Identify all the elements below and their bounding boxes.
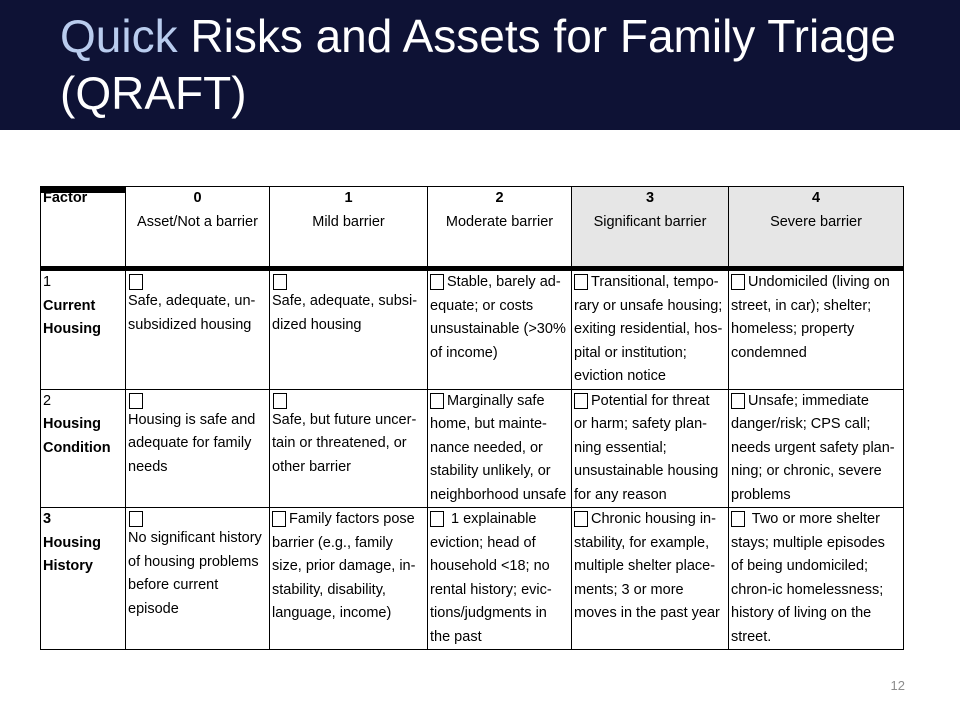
checkbox[interactable] xyxy=(731,274,745,290)
checkbox[interactable] xyxy=(129,393,143,409)
rating-text: Safe, but future uncer-tain or threatened, or other barrier xyxy=(272,411,417,475)
factor-number: 2 xyxy=(43,392,52,409)
rating-cell xyxy=(126,508,270,650)
factor-cell xyxy=(41,269,126,390)
header-row xyxy=(41,187,904,269)
level-number: 0 xyxy=(193,190,202,206)
rating-cell xyxy=(126,269,270,390)
level-header-3 xyxy=(572,187,729,269)
level-header-1 xyxy=(270,187,428,269)
factor-header: Factor xyxy=(41,187,126,269)
rating-cell xyxy=(428,269,572,390)
rating-cell xyxy=(729,269,904,390)
slide-title-rest: Risks and Assets for Family Triage (QRAFT) xyxy=(60,10,896,119)
rating-cell xyxy=(270,389,428,508)
rating-cell xyxy=(428,508,572,650)
checkbox[interactable] xyxy=(574,393,588,409)
checkbox[interactable] xyxy=(273,274,287,290)
checkbox[interactable] xyxy=(272,511,286,527)
level-label: Moderate barrier xyxy=(445,213,554,230)
factor-cell xyxy=(41,508,126,650)
qraft-table xyxy=(40,186,904,650)
factor-cell xyxy=(41,389,126,508)
level-label: Significant barrier xyxy=(593,213,707,230)
rating-cell xyxy=(270,269,428,390)
rating-text: Unsafe; immediate danger/risk; CPS call; needs urgent safety plan-ning; or chronic, severe problems xyxy=(731,392,895,503)
checkbox[interactable] xyxy=(129,511,143,527)
rating-text: Two or more shelter stays; multiple episodes of being undomiciled; chron-ic homelessness; history of living on the street. xyxy=(731,511,885,645)
checkbox[interactable] xyxy=(430,393,444,409)
level-number: 2 xyxy=(495,190,504,206)
checkbox[interactable] xyxy=(731,511,745,527)
rating-cell xyxy=(572,389,729,508)
rating-text: Undomiciled (living on street, in car); shelter; homeless; property condemned xyxy=(731,274,890,361)
factor-name: Current Housing xyxy=(43,297,101,337)
table-row xyxy=(41,389,904,508)
level-header-4 xyxy=(729,187,904,269)
rating-text: Marginally safe home, but mainte-nance needed, or stability unlikely, or neighborhood unsafe xyxy=(430,392,567,503)
checkbox[interactable] xyxy=(430,511,444,527)
table-row xyxy=(41,269,904,390)
rating-text: Transitional, tempo-rary or unsafe housing; exiting residential, hos-pital or institution; eviction notice xyxy=(574,274,723,384)
rating-text: Safe, adequate, subsi-dized housing xyxy=(272,293,418,333)
rating-text: Stable, barely ad-equate; or costs unsustainable (>30% of income) xyxy=(430,274,566,361)
level-number: 4 xyxy=(811,190,821,206)
rating-text: No significant history of housing problems before current episode xyxy=(128,530,262,617)
level-header-0 xyxy=(126,187,270,269)
level-label: Mild barrier xyxy=(312,213,385,230)
slide-number: 12 xyxy=(890,678,905,693)
rating-text: Safe, adequate, un-subsidized housing xyxy=(128,293,256,333)
rating-text: Housing is safe and adequate for family needs xyxy=(128,411,256,475)
rating-text: Chronic housing in-stability, for example, multiple shelter place-ments; 3 or more moves in the past year xyxy=(574,511,720,621)
factor-name: Housing History xyxy=(43,534,101,574)
rating-cell xyxy=(729,508,904,650)
rating-cell xyxy=(572,269,729,390)
checkbox[interactable] xyxy=(731,393,745,409)
factor-number: 3 xyxy=(43,511,52,527)
checkbox[interactable] xyxy=(430,274,444,290)
rating-cell xyxy=(428,389,572,508)
rating-text: Family factors pose barrier (e.g., family size, prior damage, in-stability, disability, language, income) xyxy=(272,511,416,621)
slide-title xyxy=(60,8,940,122)
level-label: Severe barrier xyxy=(770,213,862,230)
level-number: 3 xyxy=(645,190,655,206)
level-number: 1 xyxy=(344,190,353,206)
table-row xyxy=(41,508,904,650)
checkbox[interactable] xyxy=(129,274,143,290)
rating-text: 1 explainable eviction; head of household <18; no rental history; evic-tions/judgments in the past xyxy=(430,511,552,645)
checkbox[interactable] xyxy=(273,393,287,409)
rating-cell xyxy=(270,508,428,650)
level-label: Asset/Not a barrier xyxy=(137,213,258,230)
rating-cell xyxy=(572,508,729,650)
rating-cell xyxy=(729,389,904,508)
rating-text: Potential for threat or harm; safety plan-ning essential; unsustainable housing for any reason xyxy=(574,392,719,503)
level-header-2 xyxy=(428,187,572,269)
title-bar xyxy=(0,0,960,130)
factor-name: Housing Condition xyxy=(43,416,111,456)
checkbox[interactable] xyxy=(574,511,588,527)
checkbox[interactable] xyxy=(574,274,588,290)
slide-title-accent: Quick xyxy=(60,10,178,62)
factor-number: 1 xyxy=(43,274,52,290)
rating-cell xyxy=(126,389,270,508)
